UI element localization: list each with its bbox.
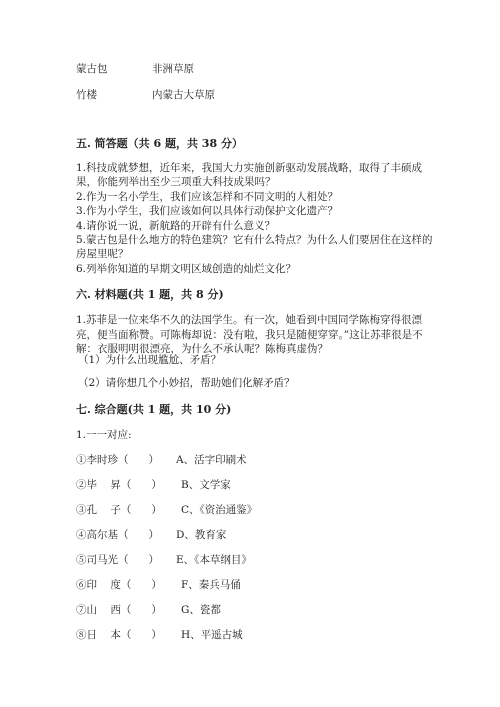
- match-right: A、活字印刷术: [176, 454, 247, 466]
- match-right: D、教育家: [176, 529, 227, 541]
- section7-heading: 七. 综合题(共 1 题，共 10 分): [76, 403, 232, 416]
- match-right: B、文学家: [181, 479, 231, 491]
- section5-line: 3.作为小学生，我们应该如何以具体行动保护文化遗产？: [76, 205, 339, 217]
- section5-heading: 五. 简答题（共 6 题，共 38 分）: [76, 137, 243, 150]
- match-left: ⑤司马光（ ）: [76, 554, 160, 566]
- pair-left-2: 竹楼: [76, 89, 97, 101]
- section5-line: 果，你能列举出至少三项重大科技成果吗？: [76, 176, 276, 188]
- section6-question-1: （1）为什么出现尴尬、矛盾？: [78, 354, 222, 366]
- section5-line: 6.列举你知道的早期文明区域创造的灿烂文化？: [76, 263, 297, 275]
- match-right: E、《本草纲目》: [176, 554, 252, 566]
- section5-line: 1.科技成就梦想，近年来，我国大力实施创新驱动发展战略，取得了丰硕成: [76, 162, 423, 174]
- match-left: ③孔 子（ ）: [76, 504, 162, 516]
- match-right: G、瓷都: [181, 604, 221, 616]
- section6-line: 亮，便当面称赞。可陈梅却说：没有啦，我只是随便穿穿。”这让苏菲很是不: [76, 329, 423, 341]
- match-left: ⑧日 本（ ）: [76, 629, 162, 641]
- match-left: ④高尔基（ ）: [76, 529, 160, 541]
- match-right: H、平遥古城: [181, 629, 243, 641]
- section6-line: 1.苏菲是一位来华不久的法国学生。有一次，她看到中国同学陈梅穿得很漂: [76, 314, 423, 326]
- section7-intro: 1.一一对应:: [76, 429, 132, 441]
- match-left: ①李时珍（ ）: [76, 454, 160, 466]
- section6-question-2: （2）请你想几个小妙招，帮助她们化解矛盾？: [78, 377, 295, 389]
- section5-line: 5.蒙古包是什么地方的特色建筑？它有什么特点？为什么人们要居住在这样的: [76, 234, 433, 246]
- section6-line: 解：衣服明明很漂亮，为什么不承认呢？陈梅真虚伪？: [76, 343, 328, 355]
- match-left: ⑦山 西（ ）: [76, 604, 162, 616]
- match-left: ⑥印 度（ ）: [76, 579, 162, 591]
- match-left: ②毕 昇（ ）: [76, 479, 162, 491]
- pair-right-2: 内蒙古大草原: [152, 89, 215, 101]
- match-right: C、《资治通鉴》: [181, 504, 258, 516]
- section5-line: 2.作为一名小学生，我们应该怎样和不同文明的人相处？: [76, 191, 339, 203]
- match-right: F、秦兵马俑: [181, 579, 241, 591]
- section6-heading: 六. 材料题(共 1 题，共 8 分): [76, 288, 224, 301]
- pair-right-1: 非洲草原: [152, 63, 194, 75]
- pair-left-1: 蒙古包: [76, 63, 108, 75]
- section5-line: 4.请你说一说，新航路的开辟有什么意义？: [76, 220, 276, 232]
- section5-line: 房屋里呢？: [76, 248, 129, 260]
